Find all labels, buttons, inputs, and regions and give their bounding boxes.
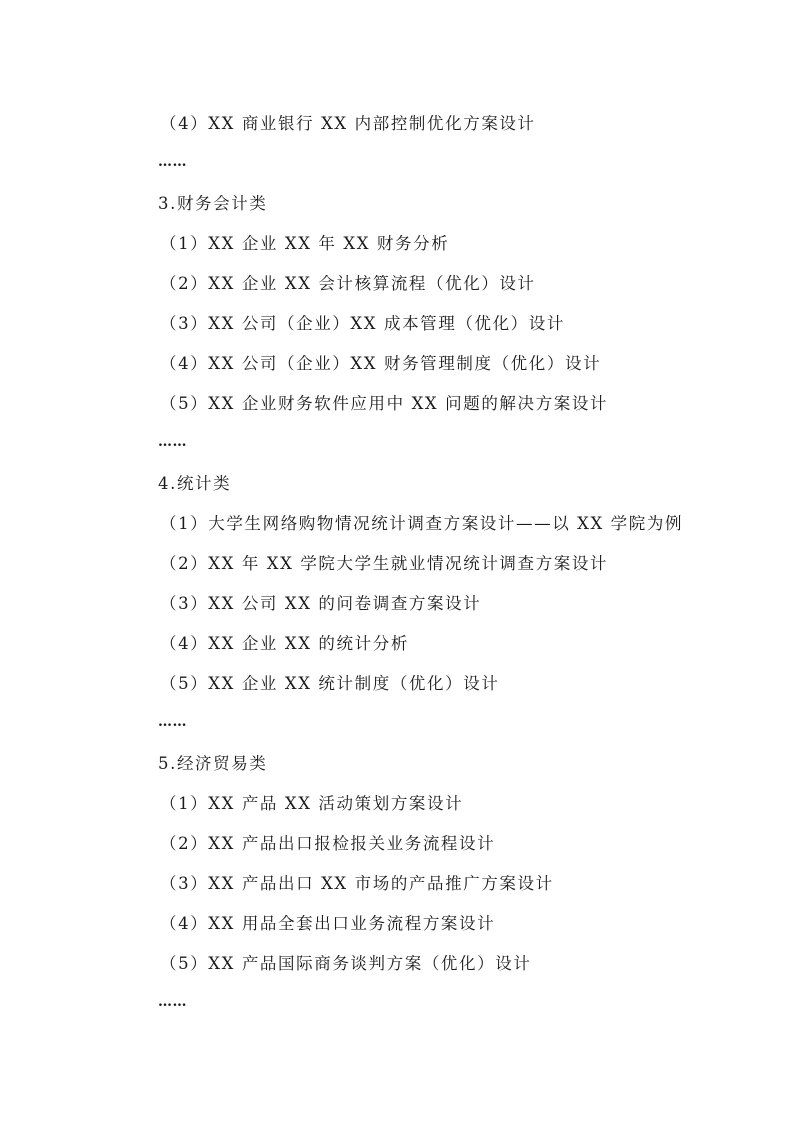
list-item: （5）XX 企业 XX 统计制度（优化）设计 xyxy=(160,674,500,693)
list-item: （4）XX 商业银行 XX 内部控制优化方案设计 xyxy=(160,114,536,133)
list-item: （4）XX 企业 XX 的统计分析 xyxy=(160,634,409,653)
section-heading: 5.经济贸易类 xyxy=(158,754,268,773)
ellipsis: …… xyxy=(158,434,187,450)
list-item: （2）XX 企业 XX 会计核算流程（优化）设计 xyxy=(160,274,536,293)
list-item: （3）XX 产品出口 XX 市场的产品推广方案设计 xyxy=(160,874,554,893)
list-item: （5）XX 产品国际商务谈判方案（优化）设计 xyxy=(160,954,532,973)
section-heading: 3.财务会计类 xyxy=(158,194,268,213)
ellipsis: …… xyxy=(158,994,187,1010)
ellipsis: …… xyxy=(158,714,187,730)
list-item: （1）大学生网络购物情况统计调查方案设计——以 XX 学院为例 xyxy=(160,514,684,533)
section-heading: 4.统计类 xyxy=(158,474,232,493)
list-item: （4）XX 公司（企业）XX 财务管理制度（优化）设计 xyxy=(160,354,602,373)
ellipsis: …… xyxy=(158,154,187,170)
list-item: （3）XX 公司 XX 的问卷调查方案设计 xyxy=(160,594,482,613)
list-item: （1）XX 企业 XX 年 XX 财务分析 xyxy=(160,234,450,253)
list-item: （4）XX 用品全套出口业务流程方案设计 xyxy=(160,914,496,933)
list-item: （5）XX 企业财务软件应用中 XX 问题的解决方案设计 xyxy=(160,394,609,413)
list-item: （1）XX 产品 XX 活动策划方案设计 xyxy=(160,794,464,813)
list-item: （2）XX 年 XX 学院大学生就业情况统计调查方案设计 xyxy=(160,554,609,573)
list-item: （3）XX 公司（企业）XX 成本管理（优化）设计 xyxy=(160,314,565,333)
list-item: （2）XX 产品出口报检报关业务流程设计 xyxy=(160,834,496,853)
